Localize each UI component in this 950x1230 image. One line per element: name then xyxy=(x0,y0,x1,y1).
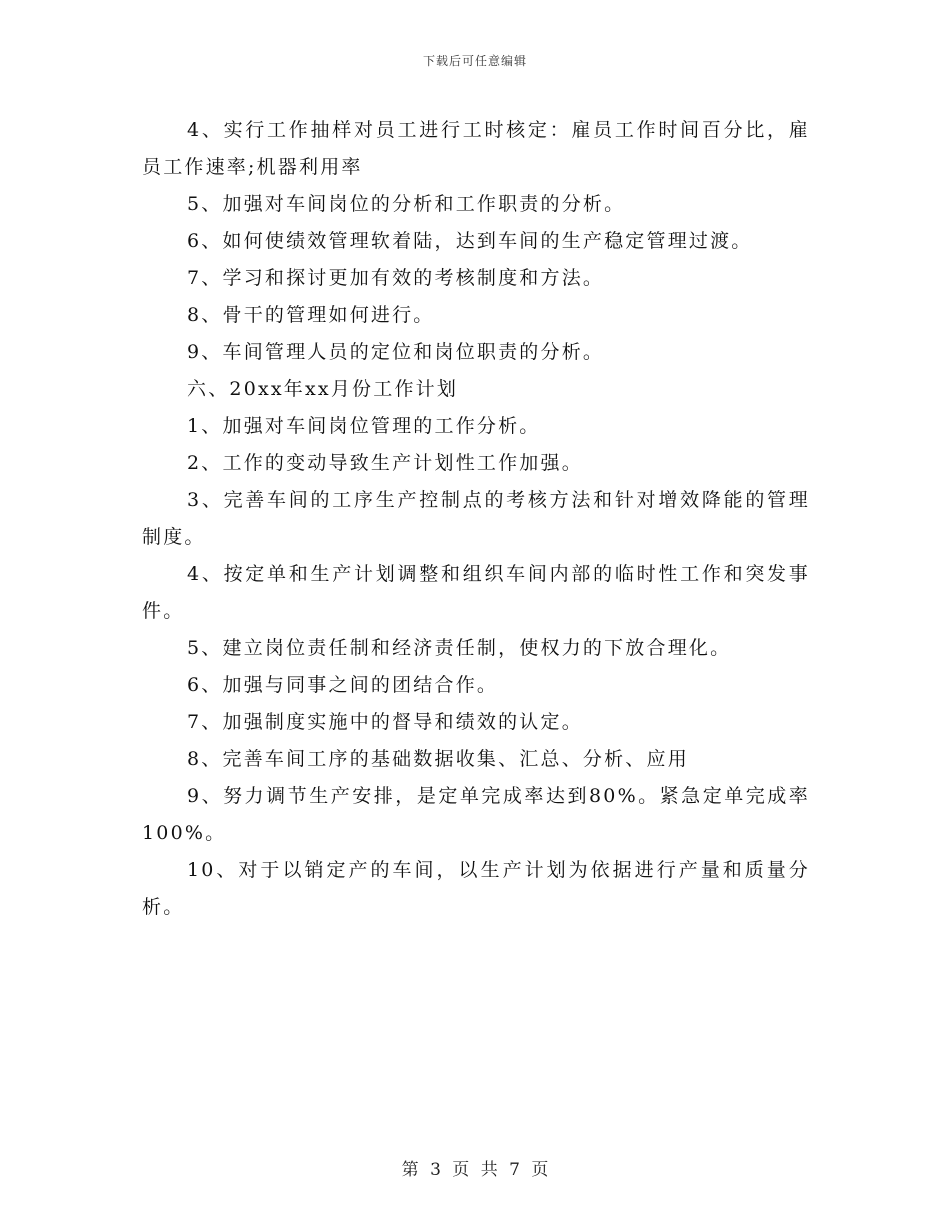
paragraph: 6、加强与同事之间的团结合作。 xyxy=(187,674,499,696)
paragraph: 4、按定单和生产计划调整和组织车间内部的临时性工作和突发事件。 xyxy=(142,563,810,622)
paragraph: 10、对于以销定产的车间，以生产计划为依据进行产量和质量分析。 xyxy=(142,859,810,918)
paragraph: 7、加强制度实施中的督导和绩效的认定。 xyxy=(187,711,583,733)
paragraph: 5、建立岗位责任制和经济责任制，使权力的下放合理化。 xyxy=(187,637,732,659)
paragraph: 4、实行工作抽样对员工进行工时核定：雇员工作时间百分比，雇员工作速率;机器利用率 xyxy=(142,119,810,178)
page-footer: 第 3 页 共 7 页 xyxy=(401,1160,549,1180)
paragraph: 6、如何使绩效管理软着陆，达到车间的生产稳定管理过渡。 xyxy=(187,230,753,252)
paragraph: 1、加强对车间岗位管理的工作分析。 xyxy=(187,415,541,437)
paragraph: 5、加强对车间岗位的分析和工作职责的分析。 xyxy=(187,193,626,215)
document-body xyxy=(142,112,810,926)
paragraph: 3、完善车间的工序生产控制点的考核方法和针对增效降能的管理制度。 xyxy=(142,489,810,548)
paragraph: 9、努力调节生产安排，是定单完成率达到80%。紧急定单完成率100%。 xyxy=(142,785,810,844)
paragraph: 9、车间管理人员的定位和岗位职责的分析。 xyxy=(187,341,605,363)
paragraph: 2、工作的变动导致生产计划性工作加强。 xyxy=(187,452,583,474)
paragraph: 8、完善车间工序的基础数据收集、汇总、分析、应用 xyxy=(187,748,689,770)
page-header: 下载后可任意编辑 xyxy=(422,54,527,68)
section-heading: 六、20xx年xx月份工作计划 xyxy=(187,378,459,400)
paragraph: 7、学习和探讨更加有效的考核制度和方法。 xyxy=(187,267,605,289)
paragraph: 8、骨干的管理如何进行。 xyxy=(187,304,435,326)
